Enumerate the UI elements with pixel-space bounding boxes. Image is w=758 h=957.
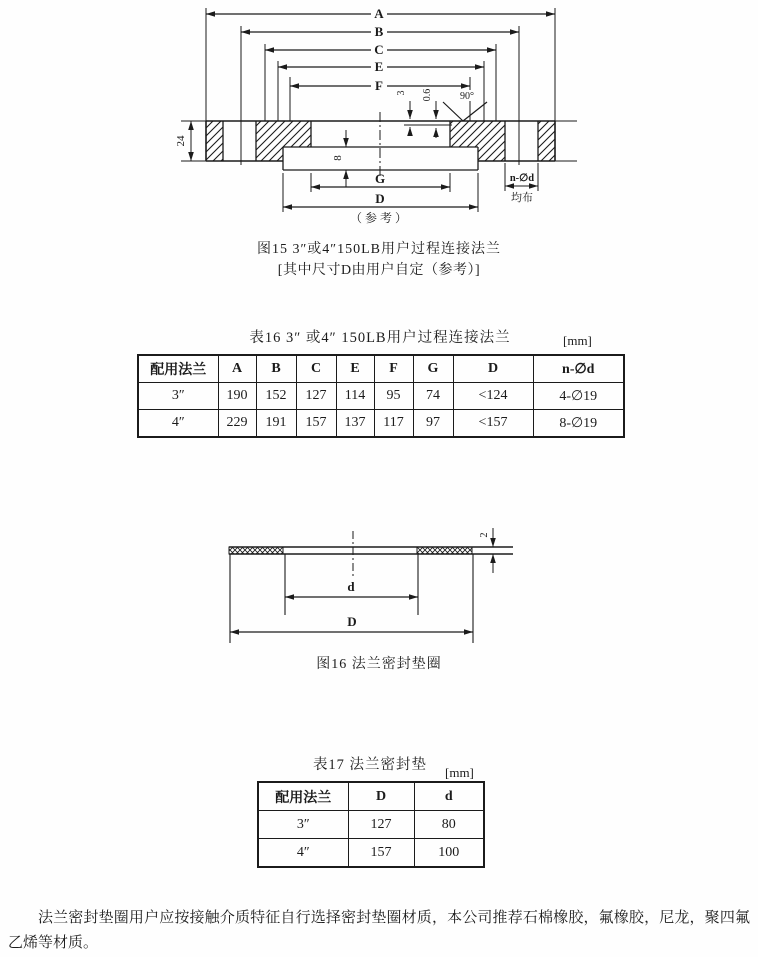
table17-cell: 80 (414, 811, 484, 839)
table17-cell: 127 (348, 811, 414, 839)
dim-label-B: B (374, 24, 384, 39)
dim-label-evenly: 均布 (511, 192, 533, 204)
dim-label-A: A (374, 6, 384, 21)
table16-unit: [mm] (563, 333, 592, 348)
gasket-dim-2 (479, 528, 493, 573)
flange-section-drawing (158, 0, 600, 232)
dimension-labels-top (371, 6, 387, 93)
dim-label-8: 8 (332, 155, 344, 161)
figure16-caption: 图16 法兰密封垫圈 (316, 657, 442, 672)
table16-cell: 229 (218, 410, 256, 438)
table16-header: C (296, 355, 336, 383)
table16-cell: 8-∅19 (533, 410, 624, 438)
dim-24 (175, 121, 191, 161)
dim-label-D-outer: D (347, 614, 357, 629)
table16-cell: <157 (453, 410, 533, 438)
table16-header: F (374, 355, 413, 383)
table16-cell: 114 (336, 383, 374, 410)
table17-header-row (258, 782, 484, 811)
table16-cell: 4″ (138, 410, 218, 438)
table17-title: 表17 法兰密封垫 (312, 757, 428, 773)
table16-cell: 127 (296, 383, 336, 410)
table16-cell: <124 (453, 383, 533, 410)
table16-cell: 117 (374, 410, 413, 438)
table16-header: D (453, 355, 533, 383)
dim-label-24: 24 (175, 135, 187, 147)
table16-header: n-∅d (533, 355, 624, 383)
gasket-section-left (229, 547, 283, 554)
gasket-extension-lines (230, 554, 473, 643)
table16-title: 表16 3″ 或4″ 150LB用户过程连接法兰 (249, 330, 511, 346)
dim-label-3: 3 (396, 90, 407, 96)
gasket-dim-D (230, 614, 473, 632)
dim-label-n-od: n-∅d (509, 173, 535, 184)
dim-label-90: 90° (460, 91, 474, 102)
table17-header: D (348, 782, 414, 811)
dim-90deg (443, 90, 487, 121)
table17-cell: 3″ (258, 811, 348, 839)
dim-label-C: C (374, 42, 384, 57)
dim-label-0-6: 0.6 (422, 88, 433, 102)
dim-label-E: E (374, 59, 384, 74)
dim-0-6 (422, 89, 436, 138)
table17-unit: [mm] (445, 765, 474, 780)
table17-row-3in (258, 811, 484, 839)
figure15-caption: 图15 3″或4″150LB用户过程连接法兰 (256, 242, 502, 257)
gasket-material-note: 法兰密封垫圈用户应按接触介质特征自行选择密封垫圈材质，本公司推荐石棉橡胶，氟橡胶，尼龙，聚四氟乙烯等材质。 (8, 910, 750, 951)
table16-row-3in (138, 383, 624, 410)
table16-row-4in (138, 410, 624, 438)
table16-cell: 137 (336, 410, 374, 438)
gasket-drawing (200, 515, 530, 650)
table16-cell: 74 (413, 383, 453, 410)
dim-G (311, 171, 450, 192)
table16-header: 配用法兰 (138, 355, 218, 383)
dim-label-ref: （参考） (349, 211, 411, 225)
table17 (257, 781, 485, 868)
dim-label-D: D (375, 191, 385, 206)
dim-label-d: d (347, 579, 355, 594)
table16-header: E (336, 355, 374, 383)
dim-label-G: G (374, 171, 386, 186)
surface-extensions (181, 121, 577, 161)
table16-cell: 3″ (138, 383, 218, 410)
table17-row-4in (258, 839, 484, 868)
table16-header: A (218, 355, 256, 383)
table16-cell: 97 (413, 410, 453, 438)
bolt-hole-callout (505, 163, 538, 204)
table16-cell: 4-∅19 (533, 383, 624, 410)
table16-cell: 190 (218, 383, 256, 410)
dim-8 (332, 130, 346, 187)
table16-cell: 95 (374, 383, 413, 410)
table16-cell: 152 (256, 383, 296, 410)
dim-label-2: 2 (479, 532, 490, 538)
gasket-section-right (417, 547, 472, 554)
table17-header: 配用法兰 (258, 782, 348, 811)
table17-header: d (414, 782, 484, 811)
table16-cell: 191 (256, 410, 296, 438)
table16-header: B (256, 355, 296, 383)
table16-header: G (413, 355, 453, 383)
table16-header-row (138, 355, 624, 383)
dim-label-F: F (375, 78, 383, 93)
figure15-subcaption: [其中尺寸D由用户自定（参考）] (277, 263, 481, 278)
table17-cell: 100 (414, 839, 484, 868)
gasket-dim-d (285, 579, 418, 597)
table17-cell: 4″ (258, 839, 348, 868)
table16 (137, 354, 625, 438)
table16-cell: 157 (296, 410, 336, 438)
table17-cell: 157 (348, 839, 414, 868)
